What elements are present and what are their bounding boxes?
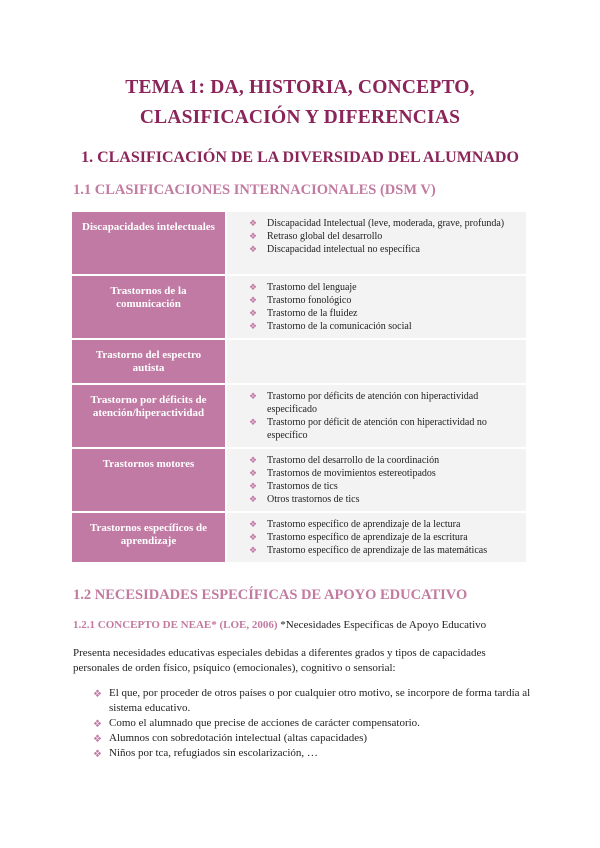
list-item-text: Trastorno específico de aprendizaje de la escritura bbox=[267, 532, 468, 543]
list-item-text: Trastorno de la comunicación social bbox=[267, 321, 412, 332]
diamond-bullet-icon: ❖ bbox=[249, 519, 258, 529]
list-item bbox=[249, 544, 520, 557]
list-item-text: Alumnos con sobredotación intelectual (altas capacidades) bbox=[109, 732, 368, 744]
list-item-text: El que, por proceder de otros países o por cualquier otro motivo, se incorpore de forma tardía al sistema educativo. bbox=[109, 687, 531, 714]
list-item-text: Trastorno por déficit de atención con hiperactividad no específico bbox=[267, 417, 487, 441]
diamond-bullet-icon: ❖ bbox=[93, 749, 102, 760]
table-row bbox=[72, 384, 526, 448]
diamond-bullet-icon: ❖ bbox=[249, 494, 258, 504]
table-row bbox=[72, 512, 526, 563]
table-row bbox=[72, 448, 526, 512]
list-item-text: Retraso global del desarrollo bbox=[267, 231, 383, 242]
diamond-bullet-icon: ❖ bbox=[249, 231, 258, 241]
list-item-text: Trastorno fonológico bbox=[267, 295, 352, 306]
diamond-bullet-icon: ❖ bbox=[93, 719, 102, 730]
diamond-bullet-icon: ❖ bbox=[249, 455, 258, 465]
table-items-cell bbox=[226, 275, 526, 339]
diamond-bullet-icon: ❖ bbox=[93, 689, 102, 700]
table-category-cell: Trastorno por déficits de atención/hiperactividad bbox=[72, 384, 226, 448]
list-item-text: Trastorno por déficits de atención con hiperactividad especificado bbox=[267, 391, 479, 415]
list-item-text: Niños por tca, refugiados sin escolarización, … bbox=[109, 747, 318, 759]
diamond-bullet-icon: ❖ bbox=[249, 295, 258, 305]
list-item bbox=[249, 467, 520, 480]
table-items-cell bbox=[226, 339, 526, 384]
section-heading-1-2-1 bbox=[73, 619, 486, 631]
list-item-text: Trastorno del lenguaje bbox=[267, 282, 357, 293]
list-item bbox=[249, 390, 520, 416]
diamond-bullet-icon: ❖ bbox=[93, 734, 102, 745]
diamond-bullet-icon: ❖ bbox=[249, 321, 258, 331]
diamond-bullet-icon: ❖ bbox=[249, 218, 258, 228]
table-items-cell bbox=[226, 212, 526, 275]
table-items-cell bbox=[226, 448, 526, 512]
list-item-text: Trastornos de movimientos estereotipados bbox=[267, 468, 436, 479]
list-item bbox=[249, 243, 520, 256]
document-title-line-2: CLASIFICACIÓN Y DIFERENCIAS bbox=[139, 107, 461, 128]
diamond-bullet-icon: ❖ bbox=[249, 417, 258, 427]
neae-list bbox=[93, 686, 533, 761]
table-items-cell bbox=[226, 384, 526, 448]
classification-table bbox=[72, 212, 526, 564]
list-item-text: Discapacidad Intelectual (leve, moderada, grave, profunda) bbox=[267, 218, 505, 229]
list-item-text: Discapacidad intelectual no específica bbox=[267, 244, 420, 255]
list-item bbox=[249, 480, 520, 493]
diamond-bullet-icon: ❖ bbox=[249, 391, 258, 401]
section-heading-1: 1. CLASIFICACIÓN DE LA DIVERSIDAD DEL ALUMNADO bbox=[81, 149, 519, 166]
list-item bbox=[249, 531, 520, 544]
table-category-cell: Trastorno del espectro autista bbox=[72, 339, 226, 384]
neae-paragraph: Presenta necesidades educativas especiales debidas a diferentes grados y tipos de capacidades personales de orden físico, psíquico (emocionales), cognitivo o sensorial: bbox=[73, 647, 486, 674]
diamond-bullet-icon: ❖ bbox=[249, 532, 258, 542]
list-item bbox=[249, 281, 520, 294]
list-item bbox=[93, 746, 533, 761]
table-category-cell: Trastornos de la comunicación bbox=[72, 275, 226, 339]
list-item bbox=[249, 454, 520, 467]
list-item bbox=[249, 493, 520, 506]
list-item bbox=[249, 320, 520, 333]
table-row bbox=[72, 275, 526, 339]
diamond-bullet-icon: ❖ bbox=[249, 244, 258, 254]
table-category-cell: Trastornos motores bbox=[72, 448, 226, 512]
list-item-text: Como el alumnado que precise de acciones de carácter compensatorio. bbox=[109, 717, 420, 729]
subsection-label: 1.2.1 CONCEPTO DE NEAE* (LOE, 2006) bbox=[73, 619, 278, 631]
subsection-note: *Necesidades Específicas de Apoyo Educativo bbox=[277, 619, 487, 631]
table-items-cell bbox=[226, 512, 526, 563]
list-item-text: Trastorno específico de aprendizaje de la lectura bbox=[267, 519, 461, 530]
list-item bbox=[249, 294, 520, 307]
list-item-text: Trastorno del desarrollo de la coordinación bbox=[267, 455, 440, 466]
diamond-bullet-icon: ❖ bbox=[249, 481, 258, 491]
list-item-text: Trastorno específico de aprendizaje de las matemáticas bbox=[267, 545, 488, 556]
list-item-text: Trastorno de la fluidez bbox=[267, 308, 358, 319]
table-row bbox=[72, 339, 526, 384]
table-category-cell: Trastornos específicos de aprendizaje bbox=[72, 512, 226, 563]
list-item bbox=[249, 307, 520, 320]
diamond-bullet-icon: ❖ bbox=[249, 308, 258, 318]
diamond-bullet-icon: ❖ bbox=[249, 282, 258, 292]
diamond-bullet-icon: ❖ bbox=[249, 468, 258, 478]
section-heading-1-1: 1.1 CLASIFICACIONES INTERNACIONALES (DSM V) bbox=[73, 182, 436, 198]
section-heading-1-2: 1.2 NECESIDADES ESPECÍFICAS DE APOYO EDUCATIVO bbox=[73, 587, 468, 603]
list-item bbox=[93, 716, 533, 731]
list-item bbox=[249, 518, 520, 531]
list-item-text: Otros trastornos de tics bbox=[267, 494, 360, 505]
list-item-text: Trastornos de tics bbox=[267, 481, 338, 492]
list-item bbox=[93, 686, 533, 716]
list-item bbox=[93, 731, 533, 746]
list-item bbox=[249, 230, 520, 243]
table-category-cell: Discapacidades intelectuales bbox=[72, 212, 226, 275]
diamond-bullet-icon: ❖ bbox=[249, 545, 258, 555]
list-item bbox=[249, 217, 520, 230]
table-row bbox=[72, 212, 526, 275]
document-title-line-1: TEMA 1: DA, HISTORIA, CONCEPTO, bbox=[125, 77, 475, 98]
list-item bbox=[249, 416, 520, 442]
